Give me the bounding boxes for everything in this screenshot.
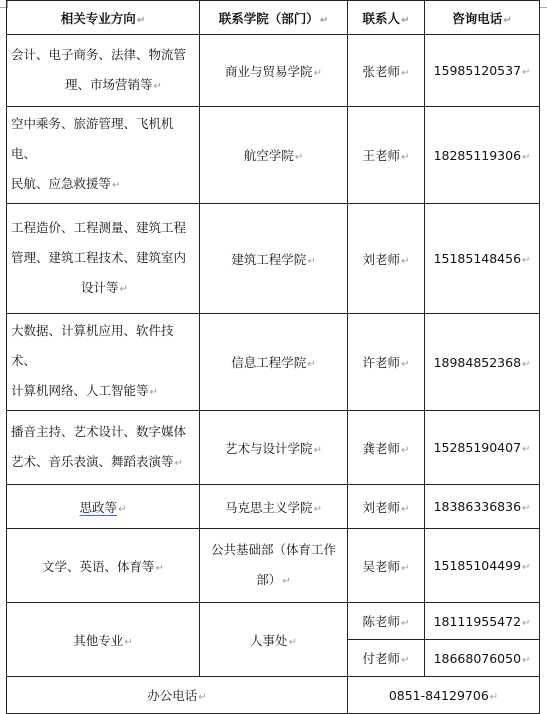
page-corner-mark-right xyxy=(539,0,547,8)
table-row xyxy=(7,35,540,107)
contact-cell[interactable]: 刘老师↵ xyxy=(348,485,425,529)
college-cell[interactable]: 人事处↵ xyxy=(200,603,348,677)
contact-cell[interactable]: 付老师↵ xyxy=(348,640,425,677)
major-cell[interactable]: 文学、英语、体育等↵ xyxy=(7,529,200,603)
major-cell[interactable]: 会计、电子商务、法律、物流管 理、市场营销等↵ xyxy=(7,35,200,107)
phone-cell[interactable]: 15285190407↵ xyxy=(425,411,540,485)
contact-cell[interactable]: 陈老师↵ xyxy=(348,603,425,640)
header-phone: 咨询电话↵ xyxy=(425,1,540,35)
table-row xyxy=(7,485,540,529)
major-cell[interactable]: 大数据、计算机应用、软件技术、 计算机网络、人工智能等↵ xyxy=(7,314,200,411)
college-cell[interactable]: 商业与贸易学院↵ xyxy=(200,35,348,107)
major-cell[interactable]: 其他专业↵ xyxy=(7,603,200,677)
header-college: 联系学院（部门）↵ xyxy=(200,1,348,35)
major-cell[interactable]: 工程造价、工程测量、建筑工程 管理、建筑工程技术、建筑室内 设计等↵ xyxy=(7,204,200,314)
table-row xyxy=(7,603,540,640)
college-cell[interactable]: 公共基础部（体育工作部）↵ xyxy=(200,529,348,603)
table-row xyxy=(7,314,540,411)
table-row xyxy=(7,204,540,314)
contact-cell[interactable]: 张老师↵ xyxy=(348,35,425,107)
contact-cell[interactable]: 吴老师↵ xyxy=(348,529,425,603)
major-cell[interactable]: 空中乘务、旅游管理、飞机机电、 民航、应急救援等↵ xyxy=(7,107,200,204)
phone-cell[interactable]: 15185148456↵ xyxy=(425,204,540,314)
table-row xyxy=(7,411,540,485)
table-row xyxy=(7,107,540,204)
office-label-cell[interactable]: 办公电话↵ xyxy=(7,677,348,714)
phone-cell[interactable]: 18285119306↵ xyxy=(425,107,540,204)
phone-cell[interactable]: 18668076050↵ xyxy=(425,640,540,677)
table-row xyxy=(7,529,540,603)
college-cell[interactable]: 马克思主义学院↵ xyxy=(200,485,348,529)
phone-cell[interactable]: 18386336836↵ xyxy=(425,485,540,529)
major-cell[interactable]: 思政等↵ xyxy=(7,485,200,529)
phone-cell[interactable]: 15985120537↵ xyxy=(425,35,540,107)
office-phone-cell[interactable]: 0851-84129706↵ xyxy=(348,677,540,714)
college-cell[interactable]: 建筑工程学院↵ xyxy=(200,204,348,314)
college-cell[interactable]: 航空学院↵ xyxy=(200,107,348,204)
header-major: 相关专业方向↵ xyxy=(7,1,200,35)
major-cell[interactable]: 播音主持、艺术设计、数字媒体 艺术、音乐表演、舞蹈表演等↵ xyxy=(7,411,200,485)
header-contact: 联系人↵ xyxy=(348,1,425,35)
contact-cell[interactable]: 许老师↵ xyxy=(348,314,425,411)
phone-cell[interactable]: 15185104499↵ xyxy=(425,529,540,603)
contact-table xyxy=(6,0,540,714)
office-row xyxy=(7,677,540,714)
phone-cell[interactable]: 18984852368↵ xyxy=(425,314,540,411)
contact-cell[interactable]: 王老师↵ xyxy=(348,107,425,204)
college-cell[interactable]: 信息工程学院↵ xyxy=(200,314,348,411)
phone-cell[interactable]: 18111955472↵ xyxy=(425,603,540,640)
header-row xyxy=(7,1,540,35)
college-cell[interactable]: 艺术与设计学院↵ xyxy=(200,411,348,485)
contact-cell[interactable]: 龚老师↵ xyxy=(348,411,425,485)
document-page xyxy=(6,0,540,714)
contact-cell[interactable]: 刘老师↵ xyxy=(348,204,425,314)
